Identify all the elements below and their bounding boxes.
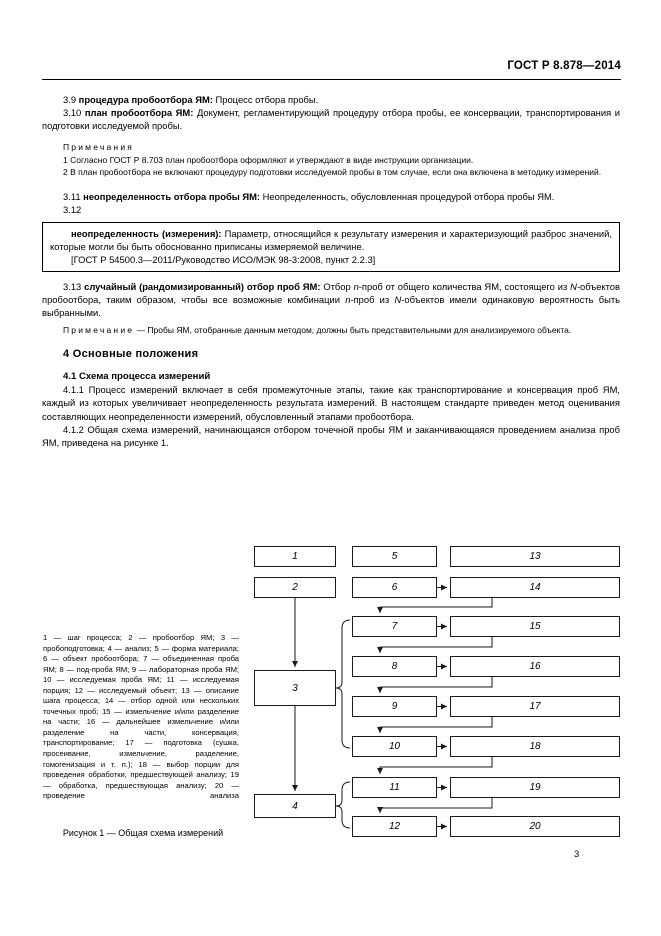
definition-box-body bbox=[50, 227, 612, 253]
flow-box-9 bbox=[352, 696, 437, 717]
definition-box bbox=[42, 222, 620, 272]
figure-legend: 1 — шаг процесса; 2 — пробоотбор ЯМ; 3 — пробоподготовка; 4 — анализ; 5 — форма материала; 6 — объект пробоотбора; 7 — объединенная проба ЯМ; 8 — под-проба ЯМ; 9 — лабораторная проба ЯМ; 10 — исследуемая проба ЯМ; 11 — исследуемая порция; 12 — исследуемый объект; 13 — описание шага процесса; 14 — отбор одной или нескольких точечных проб; 15 — измельчение и/или разделение на части; 16 — дальнейшее измельчение и/или разделение на части, консервация, транспортирование; 17 — подготовка (сушка, просеивание, измельчение, разделение, гомогенизация и т. п.); 18 — выбор порции для проведения обработки, предшествующей анализу; 19 — обработка, предшествующая анализу; 20 — проведение анализа bbox=[43, 633, 239, 801]
flow-box-label: 5 bbox=[391, 551, 398, 562]
note-3-13-text: — Пробы ЯМ, отобранные данным методом, должны быть представительными для анализируемого объекта. bbox=[134, 325, 572, 336]
flow-box-label: 7 bbox=[391, 621, 398, 632]
flow-box-label: 12 bbox=[388, 821, 401, 832]
term-3-9-number: 3.9 bbox=[63, 94, 77, 105]
definition-box-text: Параметр, относящийся к результату измерения и характеризующий разброс значений, которые могли бы быть обоснованно приписаны измеряемой величине. bbox=[50, 227, 613, 252]
section-4-heading: 4 Основные положения bbox=[63, 348, 199, 361]
elbow-19-to-12 bbox=[380, 798, 492, 813]
flow-box-label: 9 bbox=[391, 701, 398, 712]
t313-p4: -проб из bbox=[350, 293, 395, 305]
flow-box-label: 16 bbox=[529, 661, 541, 672]
spacer bbox=[42, 272, 620, 280]
note-3-13 bbox=[42, 324, 620, 336]
flow-box-label: 15 bbox=[529, 621, 541, 632]
flow-box-2 bbox=[254, 577, 336, 598]
flow-box-label: 19 bbox=[529, 782, 541, 793]
term-3-11-number: 3.11 bbox=[63, 191, 81, 203]
term-3-10-number: 3.10 bbox=[63, 107, 82, 119]
flow-box-12 bbox=[352, 816, 437, 837]
spacer bbox=[42, 361, 620, 370]
standard-number-header: ГОСТ Р 8.878—2014 bbox=[507, 60, 621, 72]
flow-box-20 bbox=[450, 816, 620, 837]
flow-box-8 bbox=[352, 656, 437, 677]
flow-box-label: 1 bbox=[292, 551, 298, 562]
term-3-12-number: 3.12 bbox=[63, 204, 82, 216]
page-number: 3 bbox=[574, 848, 580, 859]
elbow-16-to-9 bbox=[380, 677, 492, 693]
elbow-18-to-11 bbox=[380, 757, 492, 774]
t313-i4: N bbox=[394, 293, 402, 305]
flow-box-14 bbox=[450, 577, 620, 598]
term-3-11 bbox=[42, 190, 620, 203]
t313-p5: -объектов имели одинаковую вероятность быть выбранными. bbox=[42, 293, 621, 319]
definition-box-term: неопределенность (измерения): bbox=[71, 227, 222, 239]
flow-box-label: 20 bbox=[529, 821, 541, 832]
flow-box-label: 8 bbox=[391, 661, 398, 672]
term-3-13 bbox=[42, 280, 620, 319]
brace-3-upper bbox=[336, 620, 350, 688]
note-1-2: 2 В план пробоотбора не включают процедуру подготовки исследуемой пробы в том случае, если она включена в методику измерений. bbox=[63, 167, 602, 178]
flow-box-label: 14 bbox=[529, 582, 541, 593]
elbow-17-to-10 bbox=[380, 717, 492, 733]
header-rule bbox=[42, 79, 621, 80]
term-3-9 bbox=[42, 93, 620, 106]
figure-caption: Рисунок 1 — Общая схема измерений bbox=[62, 828, 224, 838]
flow-box-11 bbox=[352, 777, 437, 798]
t313-i3: n bbox=[345, 293, 351, 305]
elbow-14-to-7 bbox=[380, 598, 492, 613]
flow-box-label: 18 bbox=[529, 741, 541, 752]
spacer bbox=[42, 336, 620, 348]
term-3-10-name: план пробоотбора ЯМ: bbox=[84, 107, 194, 119]
flow-box-label: 13 bbox=[529, 551, 541, 562]
flow-box-3 bbox=[254, 670, 336, 706]
flow-box-15 bbox=[450, 616, 620, 637]
flow-box-label: 3 bbox=[292, 682, 298, 694]
term-3-10-definition: Документ, регламентирующий процедуру отбора пробы, ее консервации, транспортирования и подготовки исследуемой пробы. bbox=[42, 107, 620, 132]
flow-box-label: 11 bbox=[389, 782, 400, 793]
term-3-11-name: неопределенность отбора пробы ЯМ: bbox=[83, 191, 261, 203]
flow-box-16 bbox=[450, 656, 620, 677]
flow-box-label: 6 bbox=[391, 582, 398, 593]
flow-box-5 bbox=[352, 546, 437, 567]
paragraph-4-1-2: 4.1.2 Общая схема измерений, начинающаяся отбором точечной пробы ЯМ и заканчивающаяся проведением анализа проб ЯМ, приведена на рисунке 1. bbox=[42, 423, 620, 448]
term-3-13-name: случайный (рандомизированный) отбор проб ЯМ: bbox=[84, 280, 321, 292]
t313-p3: -объектов пробоотбора, таким образом, чтобы все возможные комбинации bbox=[42, 280, 620, 305]
flow-box-1 bbox=[254, 546, 336, 567]
flow-box-label: 2 bbox=[292, 582, 298, 593]
flow-box-4 bbox=[254, 794, 336, 818]
flow-box-7 bbox=[352, 616, 437, 637]
term-3-10 bbox=[42, 106, 620, 132]
spacer bbox=[42, 178, 620, 190]
section-4-1-heading: 4.1 Схема процесса измерений bbox=[63, 371, 211, 383]
term-3-13-number: 3.13 bbox=[63, 280, 82, 292]
flow-box-13 bbox=[450, 546, 620, 567]
flow-box-label: 17 bbox=[529, 701, 541, 712]
term-3-9-definition: Процесс отбора пробы. bbox=[215, 94, 319, 105]
diagram-braces bbox=[336, 620, 350, 828]
brace-4-upper bbox=[336, 782, 350, 806]
flow-box-label: 4 bbox=[292, 800, 298, 812]
t313-i2: N bbox=[570, 280, 577, 292]
definition-box-source: [ГОСТ Р 54500.3—2011/Руководство ИСО/МЭК 98-3:2008, пункт 2.2.3] bbox=[71, 253, 376, 265]
flow-box-19 bbox=[450, 777, 620, 798]
paragraph-4-1-1: 4.1.1 Процесс измерений включает в себя промежуточные этапы, такие как транспортирование и консервация проб ЯМ, каждый из которых увеличивает неопределенность результата измерений. В настоящем стандарте приведен метод оценивания составляющих неопределенности измерений, обусловленный этапами пробоотбора. bbox=[42, 384, 620, 422]
brace-4-lower bbox=[336, 806, 350, 828]
term-3-9-name: процедура пробоотбора ЯМ: bbox=[78, 94, 213, 105]
brace-3-lower bbox=[336, 688, 350, 748]
flow-box-10 bbox=[352, 736, 437, 757]
t313-p1: Отбор bbox=[323, 280, 354, 292]
body-column bbox=[42, 93, 620, 449]
note-3-13-heading: Примечание bbox=[63, 325, 135, 336]
flow-box-18 bbox=[450, 736, 620, 757]
elbow-15-to-8 bbox=[380, 637, 492, 653]
t313-p2: -проб от общего количества ЯМ, состоящего из bbox=[358, 280, 571, 292]
term-3-11-definition: Неопределенность, обусловленная процедурой отбора пробы ЯМ. bbox=[262, 191, 555, 203]
flow-box-17 bbox=[450, 696, 620, 717]
notes-heading-1: Примечания bbox=[63, 142, 135, 153]
flow-box-6 bbox=[352, 577, 437, 598]
t313-i1: n bbox=[353, 280, 359, 292]
flow-box-label: 10 bbox=[388, 741, 401, 752]
note-1-1: 1 Согласно ГОСТ Р 8.703 план пробоотбора оформляют и утверждают в виде инструкции организации. bbox=[63, 155, 474, 166]
